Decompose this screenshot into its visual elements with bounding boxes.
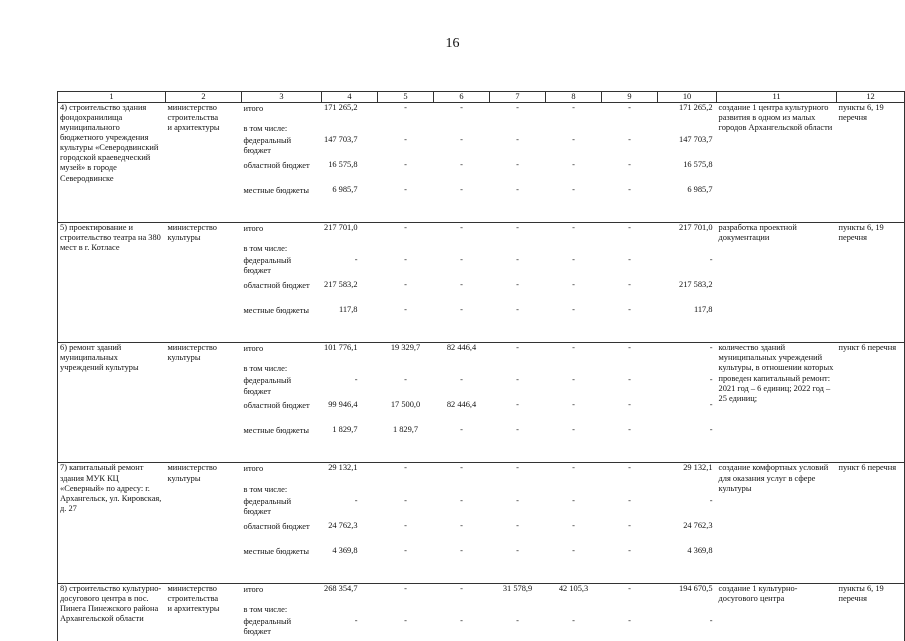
- funding-source: федеральный бюджет: [243, 256, 292, 276]
- year-value: [378, 243, 434, 255]
- year-value: 24 762,3: [683, 520, 713, 530]
- column-number: 6: [434, 92, 490, 103]
- year-value: 42 105,3: [546, 583, 602, 604]
- funding-source: местные бюджеты: [243, 306, 310, 316]
- year-value: -: [572, 545, 575, 555]
- year-value: -: [572, 495, 575, 505]
- year-value: -: [460, 545, 463, 555]
- executor-empty: [166, 425, 242, 450]
- year-value: 117,8: [693, 305, 713, 315]
- total-value: 1 829,7: [332, 425, 358, 435]
- table-row: [58, 343, 905, 364]
- total-value: [322, 123, 378, 135]
- year-value: -: [628, 305, 631, 315]
- funding-source: итого: [242, 463, 322, 484]
- program-item-group: [58, 343, 905, 463]
- total-value: -: [354, 495, 358, 505]
- year-value: [490, 363, 546, 375]
- year-value: -: [546, 463, 602, 484]
- year-value: -: [516, 615, 519, 625]
- year-value: -: [460, 375, 463, 385]
- funding-source: федеральный бюджет: [243, 616, 292, 636]
- column-number: 1: [58, 92, 166, 103]
- year-value: -: [628, 375, 631, 385]
- executor-empty: [166, 185, 242, 210]
- column-number: 3: [242, 92, 322, 103]
- year-value: -: [460, 255, 463, 265]
- year-value: 31 578,9: [490, 583, 546, 604]
- column-number: 8: [546, 92, 602, 103]
- year-value: -: [572, 255, 575, 265]
- group-spacer: [58, 571, 905, 584]
- funding-source: в том числе:: [243, 124, 288, 134]
- table-row: [58, 583, 905, 604]
- year-value: -: [572, 280, 575, 290]
- year-value: -: [434, 583, 490, 604]
- year-value: -: [628, 280, 631, 290]
- column-number: 5: [378, 92, 434, 103]
- executor-empty: [166, 160, 242, 185]
- table-row: [58, 103, 905, 124]
- item-description: 5) проектирование и строительство театра на 380 мест в г. Котласе: [58, 223, 166, 331]
- program-item-group: [58, 103, 905, 223]
- year-value: -: [404, 160, 407, 170]
- year-value: -: [516, 545, 519, 555]
- funding-source: местные бюджеты: [243, 426, 310, 436]
- year-value: [658, 363, 717, 375]
- year-value: [546, 243, 602, 255]
- expected-result: создание 1 центра культурного развития в одном из малых городов Архангельской области: [717, 103, 837, 211]
- year-value: [602, 484, 658, 496]
- executor-empty: [166, 521, 242, 546]
- year-value: -: [516, 495, 519, 505]
- executor-empty: [166, 400, 242, 425]
- executor-name-cont: и архитектуры: [167, 123, 220, 133]
- year-value: -: [404, 305, 407, 315]
- column-number: 10: [658, 92, 717, 103]
- column-number: 4: [322, 92, 378, 103]
- expected-result: создание комфортных условий для оказания услуг в сфере культуры: [717, 463, 837, 571]
- year-value: [602, 243, 658, 255]
- year-value: [490, 604, 546, 616]
- total-value: 217 583,2: [324, 280, 358, 290]
- year-value: -: [602, 103, 658, 124]
- spacer-cell: [58, 450, 905, 463]
- year-value: -: [572, 520, 575, 530]
- year-value: [490, 123, 546, 135]
- total-value: 268 354,7: [322, 583, 378, 604]
- total-value: 4 369,8: [332, 545, 358, 555]
- list-reference: пункты 6, 19 перечня: [837, 103, 905, 211]
- year-value: 17 500,0: [390, 400, 421, 410]
- funding-source: федеральный бюджет: [243, 376, 292, 396]
- total-value: 99 946,4: [328, 400, 358, 410]
- program-item-group: [58, 583, 905, 641]
- item-description: 7) капитальный ремонт здания МУК КЦ «Северный» по адресу: г. Архангельск, ул. Кировская, д. 27: [58, 463, 166, 571]
- year-value: [546, 123, 602, 135]
- year-value: -: [572, 615, 575, 625]
- year-value: [434, 363, 490, 375]
- year-value: -: [490, 463, 546, 484]
- year-value: [490, 484, 546, 496]
- year-value: 29 132,1: [658, 463, 717, 484]
- year-value: -: [709, 375, 713, 385]
- year-value: -: [490, 103, 546, 124]
- year-value: [490, 243, 546, 255]
- year-value: -: [628, 425, 631, 435]
- group-spacer: [58, 210, 905, 223]
- year-value: -: [628, 615, 631, 625]
- year-value: -: [378, 223, 434, 244]
- executor-name: министерство строительства: [166, 583, 242, 604]
- program-item-group: [58, 463, 905, 583]
- total-value: 24 762,3: [328, 520, 358, 530]
- year-value: -: [404, 185, 407, 195]
- group-spacer: [58, 450, 905, 463]
- item-description: 4) строительство здания фондохранилища муниципального бюджетного учреждения культуры «Северодвинский городской краеведческий музей» в городе Северодвинске: [58, 103, 166, 211]
- year-value: -: [628, 160, 631, 170]
- year-value: -: [709, 400, 713, 410]
- year-value: [658, 604, 717, 616]
- year-value: -: [516, 520, 519, 530]
- executor-empty: [166, 616, 242, 641]
- year-value: -: [709, 495, 713, 505]
- column-number: 9: [602, 92, 658, 103]
- list-reference: пункт 6 перечня: [837, 343, 905, 451]
- year-value: -: [460, 425, 463, 435]
- year-value: -: [404, 255, 407, 265]
- year-value: [658, 243, 717, 255]
- total-value: [322, 484, 378, 496]
- group-spacer: [58, 330, 905, 343]
- column-number: 12: [837, 92, 905, 103]
- funding-source: местные бюджеты: [243, 186, 310, 196]
- total-value: 171 265,2: [322, 103, 378, 124]
- year-value: 4 369,8: [687, 545, 713, 555]
- total-value: -: [354, 375, 358, 385]
- funding-source: итого: [242, 223, 322, 244]
- year-value: [378, 604, 434, 616]
- column-number: 2: [166, 92, 242, 103]
- funding-source: в том числе:: [243, 604, 288, 614]
- expected-result: количество зданий муниципальных учреждений культуры, в отношении которых проведен капитальный ремонт: 2021 год – 6 единиц; 2022 год – 25 единиц;: [717, 343, 837, 451]
- year-value: 16 575,8: [683, 160, 713, 170]
- funding-source: в том числе:: [243, 244, 288, 254]
- funding-source: областной бюджет: [243, 521, 310, 531]
- year-value: [378, 484, 434, 496]
- item-description: 8) строительство культурно-досугового центра в пос. Пинега Пинежского района Архангельской области: [58, 583, 166, 641]
- total-value: 16 575,8: [328, 160, 358, 170]
- year-value: -: [460, 185, 463, 195]
- executor-name: министерство культуры: [166, 463, 242, 484]
- executor-empty: [166, 135, 242, 160]
- year-value: -: [709, 615, 713, 625]
- total-value: [322, 604, 378, 616]
- total-value: 6 985,7: [332, 185, 358, 195]
- table-row: [58, 463, 905, 484]
- year-value: -: [516, 185, 519, 195]
- column-number: 11: [717, 92, 837, 103]
- expected-result: создание 1 культурно-досугового центра: [717, 583, 837, 641]
- year-value: -: [628, 495, 631, 505]
- spacer-cell: [58, 330, 905, 343]
- year-value: [602, 604, 658, 616]
- year-value: -: [516, 375, 519, 385]
- year-value: -: [404, 615, 407, 625]
- year-value: [434, 604, 490, 616]
- year-value: -: [378, 103, 434, 124]
- year-value: -: [460, 280, 463, 290]
- year-value: -: [628, 185, 631, 195]
- year-value: -: [378, 583, 434, 604]
- year-value: -: [434, 223, 490, 244]
- year-value: -: [516, 255, 519, 265]
- year-value: -: [516, 135, 519, 145]
- executor-name: министерство культуры: [166, 343, 242, 364]
- funding-source: в том числе:: [243, 484, 288, 494]
- funding-source: в том числе:: [243, 364, 288, 374]
- expected-result: разработка проектной документации: [717, 223, 837, 331]
- year-value: -: [404, 545, 407, 555]
- item-description: 6) ремонт зданий муниципальных учреждений культуры: [58, 343, 166, 451]
- year-value: -: [628, 545, 631, 555]
- funding-source: итого: [242, 583, 322, 604]
- column-number-row: [58, 92, 905, 103]
- year-value: [434, 484, 490, 496]
- year-value: -: [460, 135, 463, 145]
- year-value: -: [516, 305, 519, 315]
- executor-empty: [166, 305, 242, 330]
- year-value: [378, 363, 434, 375]
- year-value: -: [572, 160, 575, 170]
- total-value: 147 703,7: [324, 135, 358, 145]
- spacer-cell: [58, 571, 905, 584]
- spacer-cell: [58, 210, 905, 223]
- year-value: [546, 363, 602, 375]
- year-value: -: [490, 343, 546, 364]
- total-value: 217 701,0: [322, 223, 378, 244]
- executor-name-cont: [166, 363, 242, 375]
- year-value: -: [434, 463, 490, 484]
- year-value: -: [628, 135, 631, 145]
- year-value: -: [460, 160, 463, 170]
- year-value: 1 829,7: [392, 425, 419, 435]
- funding-source: итого: [242, 103, 322, 124]
- executor-name-cont: [166, 484, 242, 496]
- year-value: [658, 484, 717, 496]
- year-value: 171 265,2: [658, 103, 717, 124]
- year-value: -: [516, 400, 519, 410]
- year-value: [658, 123, 717, 135]
- year-value: [602, 363, 658, 375]
- total-value: [322, 243, 378, 255]
- year-value: -: [490, 223, 546, 244]
- year-value: 82 446,4: [446, 400, 477, 410]
- year-value: 147 703,7: [679, 135, 713, 145]
- year-value: [434, 243, 490, 255]
- executor-name: министерство строительства: [166, 103, 242, 124]
- year-value: -: [572, 425, 575, 435]
- funding-source: областной бюджет: [243, 161, 310, 171]
- year-value: -: [404, 495, 407, 505]
- year-value: -: [460, 305, 463, 315]
- year-value: [378, 123, 434, 135]
- total-value: [322, 363, 378, 375]
- executor-empty: [166, 546, 242, 571]
- year-value: [602, 123, 658, 135]
- year-value: [546, 604, 602, 616]
- column-number: 7: [490, 92, 546, 103]
- year-value: 6 985,7: [687, 185, 713, 195]
- year-value: -: [602, 343, 658, 364]
- year-value: -: [602, 463, 658, 484]
- year-value: -: [628, 400, 631, 410]
- year-value: -: [658, 343, 717, 364]
- year-value: -: [709, 255, 713, 265]
- year-value: -: [628, 255, 631, 265]
- year-value: -: [516, 280, 519, 290]
- year-value: 217 583,2: [679, 280, 713, 290]
- program-table: [57, 91, 905, 641]
- funding-source: областной бюджет: [243, 281, 310, 291]
- year-value: -: [460, 495, 463, 505]
- year-value: 217 701,0: [658, 223, 717, 244]
- year-value: -: [602, 223, 658, 244]
- funding-source: федеральный бюджет: [243, 496, 292, 516]
- funding-source: федеральный бюджет: [243, 136, 292, 156]
- year-value: -: [404, 280, 407, 290]
- total-value: 29 132,1: [322, 463, 378, 484]
- year-value: [546, 484, 602, 496]
- year-value: -: [572, 400, 575, 410]
- year-value: -: [404, 520, 407, 530]
- year-value: -: [460, 615, 463, 625]
- list-reference: пункты 6, 19 перечня: [837, 583, 905, 641]
- total-value: -: [354, 255, 358, 265]
- year-value: -: [378, 463, 434, 484]
- funding-source: местные бюджеты: [243, 546, 310, 556]
- executor-name: министерство культуры: [166, 223, 242, 244]
- table-row: [58, 223, 905, 244]
- year-value: -: [602, 583, 658, 604]
- year-value: -: [546, 103, 602, 124]
- funding-source: областной бюджет: [243, 401, 310, 411]
- executor-empty: [166, 496, 242, 521]
- year-value: -: [434, 103, 490, 124]
- year-value: -: [460, 520, 463, 530]
- year-value: -: [404, 375, 407, 385]
- funding-source: итого: [242, 343, 322, 364]
- executor-name-cont: [166, 243, 242, 255]
- executor-empty: [166, 255, 242, 280]
- year-value: -: [572, 305, 575, 315]
- year-value: -: [572, 185, 575, 195]
- year-value: -: [572, 375, 575, 385]
- year-value: -: [572, 135, 575, 145]
- year-value: -: [628, 520, 631, 530]
- year-value: -: [546, 223, 602, 244]
- year-value: 82 446,4: [434, 343, 490, 364]
- total-value: 101 776,1: [322, 343, 378, 364]
- year-value: -: [516, 425, 519, 435]
- year-value: [434, 123, 490, 135]
- year-value: -: [709, 425, 713, 435]
- executor-empty: [166, 375, 242, 400]
- page-number: 16: [445, 36, 460, 51]
- total-value: -: [354, 615, 358, 625]
- total-value: 117,8: [338, 305, 358, 315]
- year-value: -: [516, 160, 519, 170]
- year-value: -: [546, 343, 602, 364]
- year-value: 19 329,7: [378, 343, 434, 364]
- list-reference: пункт 6 перечня: [837, 463, 905, 571]
- year-value: -: [404, 135, 407, 145]
- year-value: 194 670,5: [658, 583, 717, 604]
- executor-empty: [166, 280, 242, 305]
- program-item-group: [58, 223, 905, 343]
- executor-name-cont: и архитектуры: [167, 603, 220, 613]
- list-reference: пункты 6, 19 перечня: [837, 223, 905, 331]
